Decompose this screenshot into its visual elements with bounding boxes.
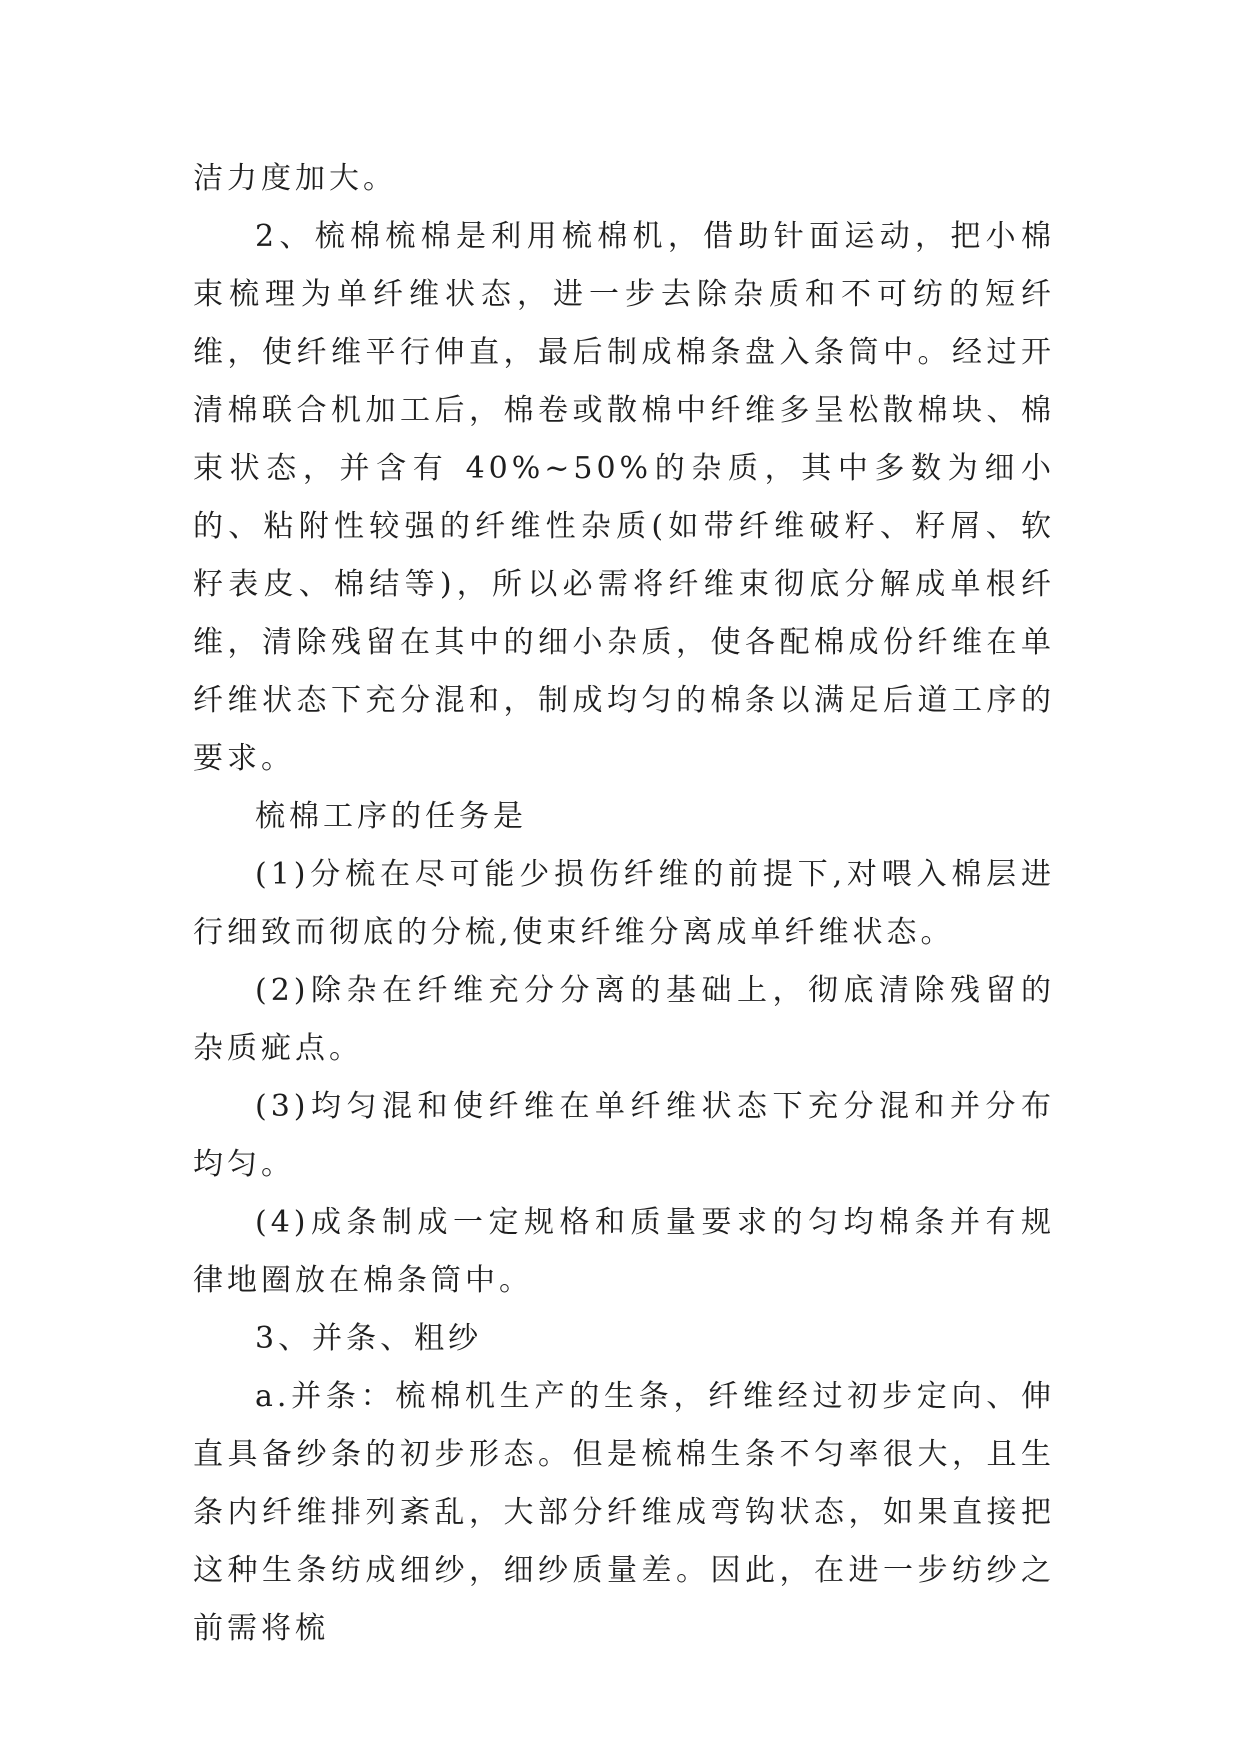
paragraph-8: 3、并条、粗纱 <box>255 1321 483 1356</box>
paragraph-2: 2、梳棉梳棉是利用梳棉机，借助针面运动，把小棉束梳理为单纤维状态，进一步去除杂质和不可纺的短纤维，使纤维平行伸直，最后制成棉条盘入条筒中。经过开清棉联合机加工后，棉卷或散棉中纤维多呈松散棉块、棉束状态，并含有 40%~50%的杂质，其中多数为细小的、粘附性较强的纤维性杂质(如带纤维破籽、籽屑、软籽表皮、棉结等)，所以必需将纤维束彻底分解成单根纤维，清除残留在其中的细小杂质，使各配棉成份纤维在单纤维状态下充分混和，制成均匀的棉条以满足后道工序的要求。 <box>193 219 1055 776</box>
paragraph-5: (2)除杂在纤维充分分离的基础上，彻底清除残留的杂质疵点。 <box>193 973 1055 1066</box>
paragraph-1: 洁力度加大。 <box>193 161 397 196</box>
document-page <box>193 150 1055 1658</box>
paragraph-9: a.并条：梳棉机生产的生条，纤维经过初步定向、伸直具备纱条的初步形态。但是梳棉生条不匀率很大，且生条内纤维排列紊乱，大部分纤维成弯钩状态，如果直接把这种生条纺成细纱，细纱质量差。因此，在进一步纺纱之前需将梳 <box>193 1379 1055 1646</box>
paragraph-7: (4)成条制成一定规格和质量要求的匀均棉条并有规律地圈放在棉条筒中。 <box>193 1205 1055 1298</box>
paragraph-6: (3)均匀混和使纤维在单纤维状态下充分混和并分布均匀。 <box>193 1089 1055 1182</box>
paragraph-3: 梳棉工序的任务是 <box>255 799 527 834</box>
paragraph-4: (1)分梳在尽可能少损伤纤维的前提下,对喂入棉层进行细致而彻底的分梳,使束纤维分离成单纤维状态。 <box>193 857 1055 950</box>
